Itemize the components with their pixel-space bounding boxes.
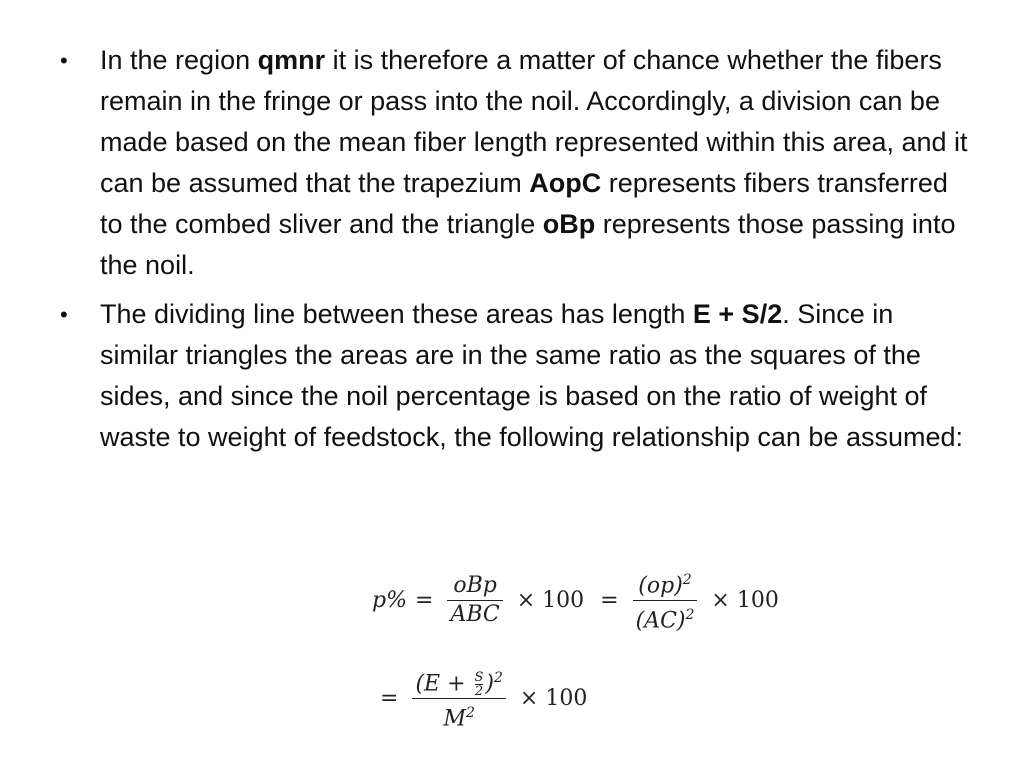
eq-equals: =	[415, 588, 434, 614]
bullet-list	[60, 40, 970, 466]
eq-equals: =	[380, 686, 399, 712]
equation-length-ratio	[372, 664, 595, 734]
fraction-denominator	[440, 699, 477, 733]
mini-denominator: 2	[474, 683, 484, 699]
bold-term-qmnr: qmnr	[257, 45, 326, 75]
eq-equals: =	[600, 588, 619, 614]
fraction-denominator	[633, 601, 698, 635]
fraction-numerator	[412, 664, 505, 698]
bold-term-obp: oBp	[542, 209, 596, 239]
bullet-dot: •	[60, 302, 68, 327]
text-run: In the region	[100, 45, 258, 75]
fraction-numerator	[635, 566, 694, 600]
text-run: it is therefore a matter of chance whether the fibers remain in the fringe or pass into the noil. Accordingly, a division can be made based on the mean fiber length represented within this area, and it can be assumed that the trapezium	[100, 45, 968, 198]
eq-lhs: p%	[372, 588, 407, 614]
den-exponent: 2	[465, 705, 475, 722]
bullet-dot: •	[60, 48, 68, 73]
fraction-numerator: oBp	[453, 573, 497, 599]
eq-times-100: × 100	[516, 588, 585, 614]
eq-times-100: × 100	[519, 686, 588, 712]
text-run: represents fibers transferred to the combed sliver and the triangle	[100, 168, 948, 239]
text-run: represents those passing into the noil.	[100, 209, 956, 280]
bullet-text	[100, 299, 963, 452]
den-exponent: 2	[685, 607, 695, 624]
den-base: (AC)	[635, 608, 686, 634]
bullet-item-1	[60, 40, 970, 286]
fraction-e-s2-m	[412, 664, 505, 734]
text-run: The dividing line between these areas has length	[100, 299, 693, 329]
bold-term-aopc: AopC	[529, 168, 602, 198]
equation-noil-percentage	[372, 566, 787, 636]
bold-term-e-s2: E + S/2	[692, 299, 783, 329]
fraction-denominator: ABC	[450, 602, 500, 628]
num-base: (op)	[638, 573, 683, 599]
num-close: )	[485, 671, 494, 697]
text-run: . Since in similar triangles the areas are in the same ratio as the squares of the sides, and since the noil percentage is based on the ratio of weight of waste to weight of feedstock, the following relationship can be assumed:	[100, 299, 963, 452]
num-exponent: 2	[494, 670, 503, 686]
bullet-item-2	[60, 294, 970, 458]
bullet-text	[100, 45, 968, 280]
mini-numerator: S	[474, 669, 484, 685]
mini-fraction-s-2	[475, 671, 484, 698]
num-open: (E +	[415, 671, 473, 697]
fraction-obp-abc	[447, 572, 502, 629]
eq-times-100: × 100	[711, 588, 779, 614]
den-base: M	[443, 706, 466, 732]
num-exponent: 2	[682, 572, 692, 588]
fraction-op-ac	[633, 566, 698, 636]
